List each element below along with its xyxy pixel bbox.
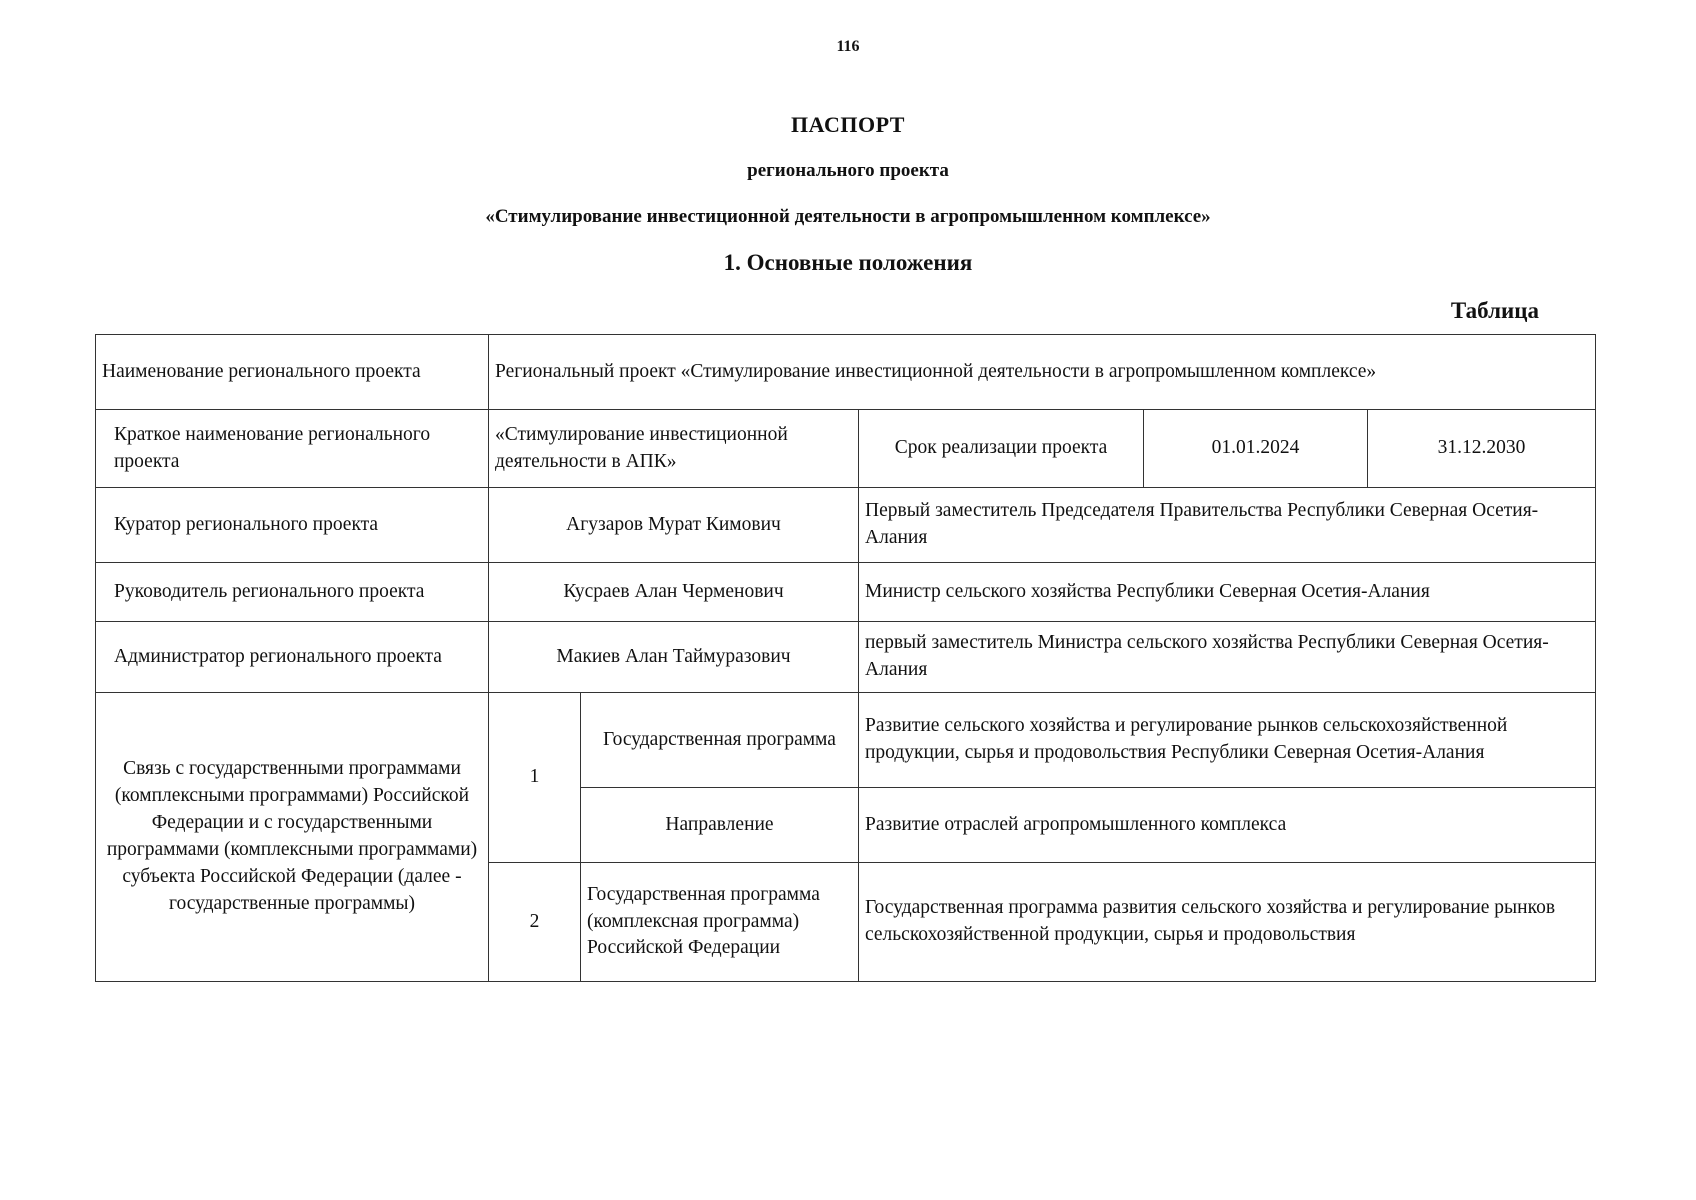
curator-name: Агузаров Мурат Кимович xyxy=(489,488,859,563)
table-row xyxy=(96,335,1596,410)
table-row xyxy=(96,488,1596,563)
head-name: Кусраев Алан Черменович xyxy=(489,563,859,622)
short-name-label: Краткое наименование регионального проекта xyxy=(96,410,489,488)
direction-value: Развитие отраслей агропромышленного комплекса xyxy=(859,788,1596,863)
head-label: Руководитель регионального проекта xyxy=(96,563,489,622)
section-heading: 1. Основные положения xyxy=(723,250,973,275)
document-title: ПАСПОРТ xyxy=(791,112,905,137)
program-value: Государственная программа развития сельского хозяйства и регулирование рынков сельскохозяйственной продукции, сырья и продовольствия xyxy=(859,863,1596,982)
admin-name: Макиев Алан Таймуразович xyxy=(489,622,859,693)
admin-position: первый заместитель Министра сельского хозяйства Республики Северная Осетия-Алания xyxy=(859,622,1596,693)
program-number: 2 xyxy=(489,863,581,982)
start-date: 01.01.2024 xyxy=(1144,410,1368,488)
curator-label: Куратор регионального проекта xyxy=(96,488,489,563)
admin-label: Администратор регионального проекта xyxy=(96,622,489,693)
project-title: «Стимулирование инвестиционной деятельности в агропромышленном комплексе» xyxy=(485,206,1211,227)
program-value: Развитие сельского хозяйства и регулирование рынков сельскохозяйственной продукции, сырья и продовольствия Республики Северная Осетия-Алания xyxy=(859,693,1596,788)
name-label: Наименование регионального проекта xyxy=(96,335,489,410)
table-row xyxy=(96,410,1596,488)
passport-table xyxy=(95,334,1596,982)
table-row xyxy=(96,693,1596,788)
table-row xyxy=(96,622,1596,693)
program-type: Государственная программа (комплексная программа) Российской Федерации xyxy=(581,863,859,982)
end-date: 31.12.2030 xyxy=(1368,410,1596,488)
direction-type: Направление xyxy=(581,788,859,863)
table-label: Таблица xyxy=(1450,298,1539,323)
program-type: Государственная программа xyxy=(581,693,859,788)
curator-position: Первый заместитель Председателя Правительства Республики Северная Осетия-Алания xyxy=(859,488,1596,563)
period-label: Срок реализации проекта xyxy=(859,410,1144,488)
head-position: Министр сельского хозяйства Республики Северная Осетия-Алания xyxy=(859,563,1596,622)
table-row xyxy=(96,563,1596,622)
program-link-label: Связь с государственными программами (комплексными программами) Российской Федерации и с государственными программами (комплексными программами) субъекта Российской Федерации (далее - государственные программы) xyxy=(96,693,489,982)
program-number: 1 xyxy=(489,693,581,863)
name-value: Региональный проект «Стимулирование инвестиционной деятельности в агропромышленном комплексе» xyxy=(489,335,1596,410)
page-number: 116 xyxy=(836,38,860,55)
short-name-value: «Стимулирование инвестиционной деятельности в АПК» xyxy=(489,410,859,488)
document-subtitle: регионального проекта xyxy=(747,160,949,181)
